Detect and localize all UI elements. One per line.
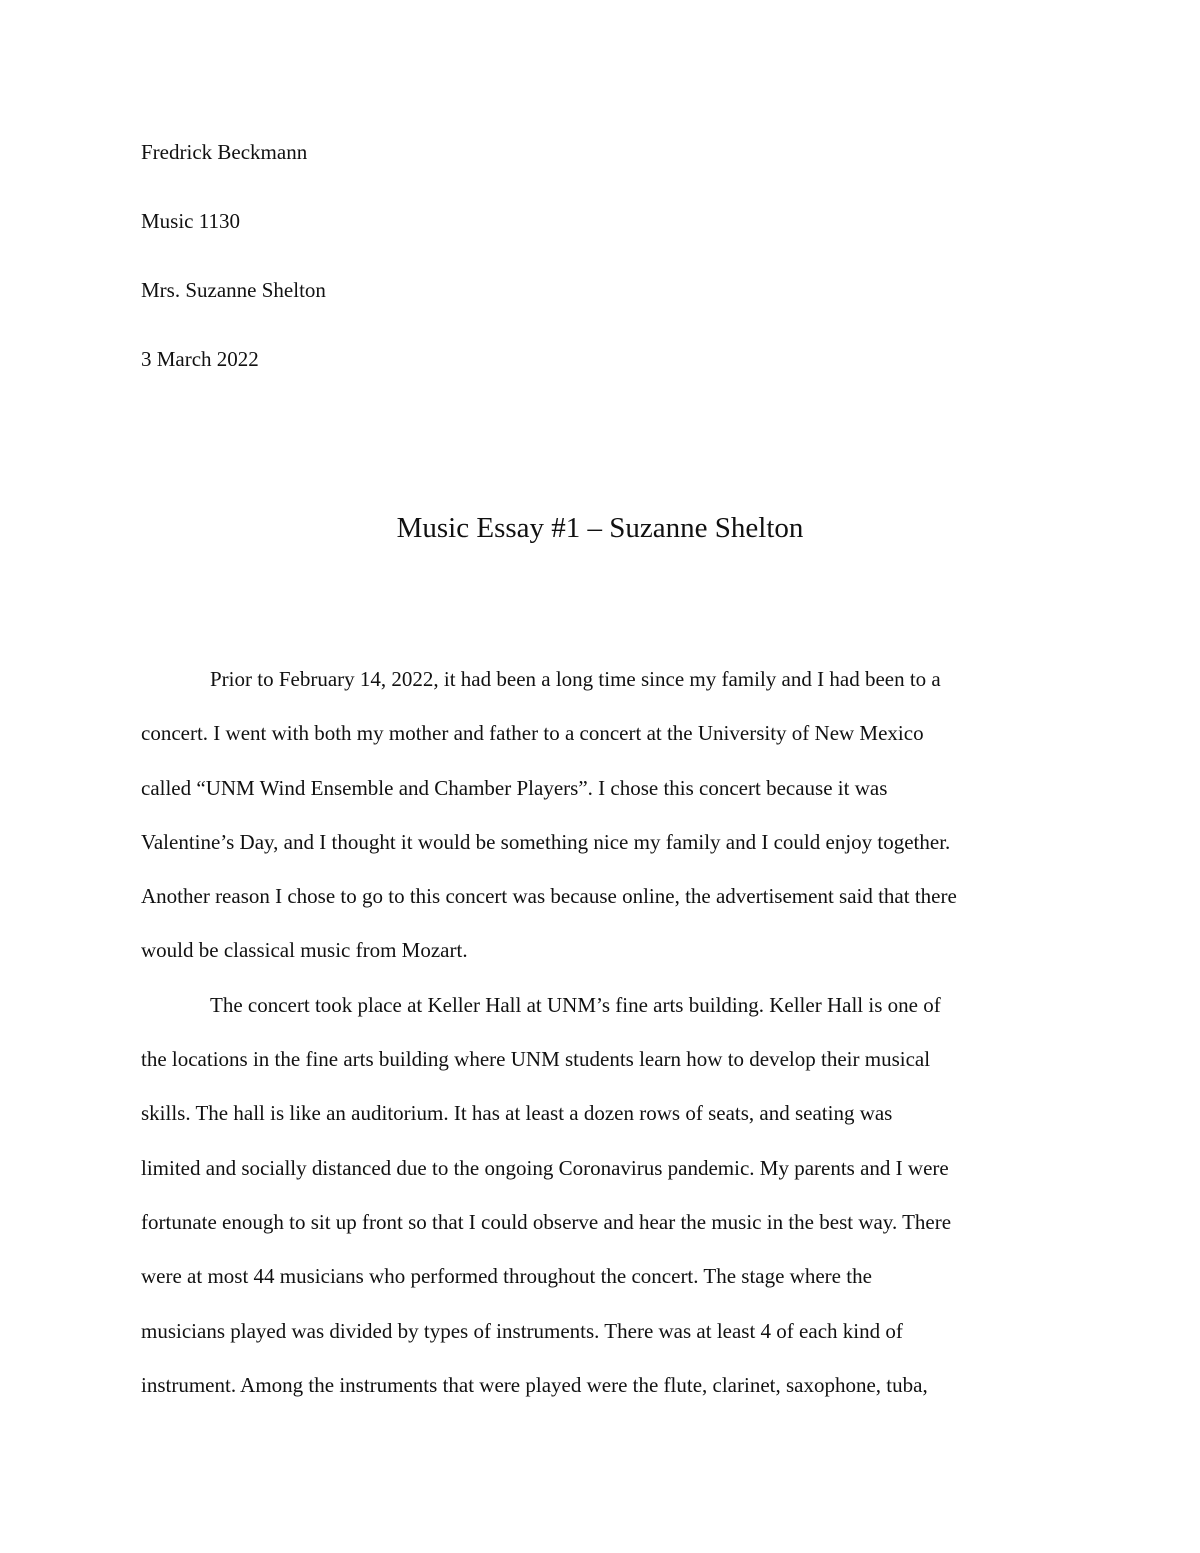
paragraph-line: limited and socially distanced due to the ongoing Coronavirus pandemic. My parents and I were <box>141 1155 949 1180</box>
paragraph-line: instrument. Among the instruments that were played were the flute, clarinet, saxophone, tuba, <box>141 1372 928 1397</box>
paragraph-line: the locations in the fine arts building where UNM students learn how to develop their musical <box>141 1047 931 1072</box>
essay-title: Music Essay #1 – Suzanne Shelton <box>396 512 804 544</box>
essay-body <box>141 652 1061 1412</box>
paragraph-line: Valentine’s Day, and I thought it would be something nice my family and I could enjoy together. <box>141 829 951 854</box>
instructor-name: Mrs. Suzanne Shelton <box>141 278 326 302</box>
paragraph-line: fortunate enough to sit up front so that I could observe and hear the music in the best way. There <box>141 1209 952 1234</box>
course-name: Music 1130 <box>141 209 240 233</box>
author-name: Fredrick Beckmann <box>141 140 308 164</box>
paragraph-line: called “UNM Wind Ensemble and Chamber Players”. I chose this concert because it was <box>141 775 888 800</box>
header-block <box>141 140 1061 416</box>
paragraph-line: were at most 44 musicians who performed throughout the concert. The stage where the <box>141 1264 872 1289</box>
paragraph-line: Another reason I chose to go to this concert was because online, the advertisement said that there <box>141 884 957 909</box>
paragraph-line: concert. I went with both my mother and father to a concert at the University of New Mexico <box>141 721 924 746</box>
paragraph-2 <box>141 978 1061 1412</box>
paragraph-line: skills. The hall is like an auditorium. It has at least a dozen rows of seats, and seating was <box>141 1101 893 1126</box>
paragraph-line: would be classical music from Mozart. <box>141 938 468 963</box>
paragraph-line: The concert took place at Keller Hall at UNM’s fine arts building. Keller Hall is one of <box>210 992 941 1017</box>
paragraph-line: Prior to February 14, 2022, it had been a long time since my family and I had been to a <box>210 667 941 691</box>
paragraph-1 <box>141 652 1061 978</box>
essay-date: 3 March 2022 <box>141 347 259 371</box>
paragraph-line: musicians played was divided by types of instruments. There was at least 4 of each kind of <box>141 1318 903 1343</box>
